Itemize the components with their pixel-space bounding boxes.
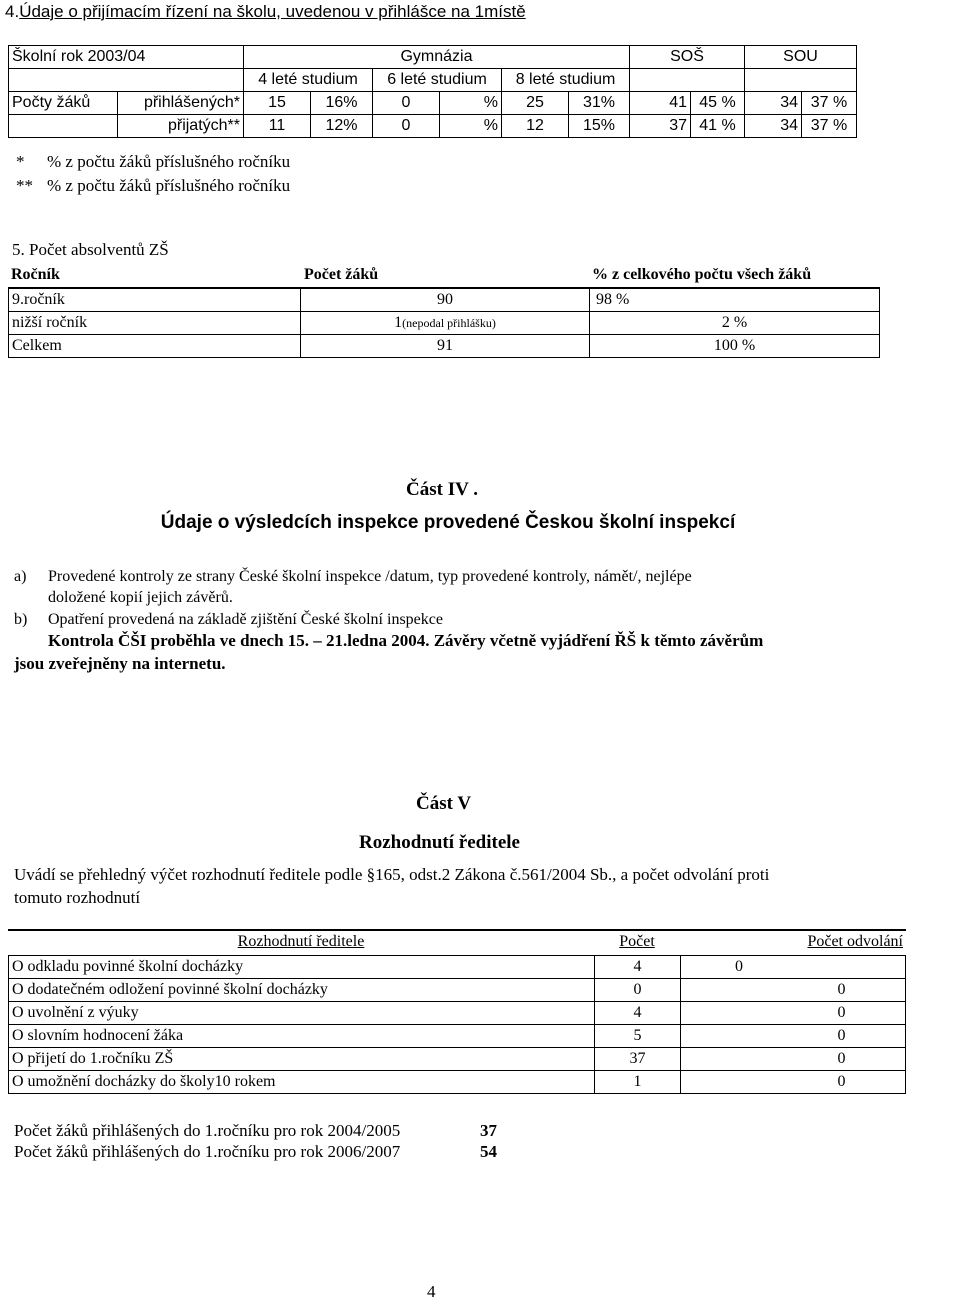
footnote-2-text: % z počtu žáků příslušného ročníku (47, 176, 291, 195)
count-label-cell (8, 91, 118, 115)
graduates-row-9 (8, 288, 301, 312)
part5-intro-line2: tomuto rozhodnutí (14, 888, 141, 907)
graduates-row-lower-count-text: 1 (394, 314, 403, 331)
footnote-2-mark: ** (16, 176, 33, 195)
decision-row-3-label: O uvolnění z výuky (12, 1004, 139, 1021)
accepted-8-pct-text: 15% (582, 117, 616, 134)
graduates-header-grade (8, 264, 301, 288)
accepted-4-pct (310, 114, 373, 138)
decision-row-3-count (594, 1001, 681, 1025)
applied-8-pct-text: 31% (582, 94, 616, 111)
accepted-sou-pct (801, 114, 857, 138)
graduates-row-lower-label: nižší ročník (12, 314, 88, 331)
applied-sos-value-text: 41 (669, 94, 687, 111)
accepted-6-value-text: 0 (401, 117, 411, 134)
section4-heading-number: 4. (5, 2, 20, 21)
graduates-header-grade-text: Ročník (11, 266, 60, 283)
accepted-6-pct-text: % (483, 117, 498, 134)
applied-6-pct (439, 91, 502, 115)
decision-row-1-count-text: 4 (633, 958, 642, 975)
accepted-4-pct-text: 12% (325, 117, 358, 134)
accepted-sos-value-text: 37 (669, 117, 687, 134)
applied-sou-pct-text: 37 % (810, 94, 848, 111)
subheader-sou-empty (744, 68, 857, 92)
decisions-header-appeals-text: Počet odvolání (807, 933, 903, 950)
row-applied-text: přihlášených* (143, 94, 240, 111)
decision-row-1-count (594, 955, 681, 979)
admissions-sou-header (744, 45, 857, 69)
applied-8-pct (568, 91, 630, 115)
summary-line-1-value: 37 (480, 1121, 497, 1140)
graduates-row-9-pct-text: 98 % (596, 291, 630, 308)
part4-inspection-dates: Kontrola ČŠI proběhla ve dnech 15. – 21.ledna 2004 (48, 631, 426, 650)
part5-title: Část V (416, 793, 472, 814)
graduates-row-9-label: 9.ročník (12, 291, 65, 308)
graduates-row-total-label: Celkem (12, 337, 62, 354)
part4-inspection-published: jsou zveřejněny na internetu. (14, 654, 226, 673)
decision-row-1-appeals (680, 955, 906, 979)
applied-4-pct-text: 16% (325, 94, 358, 111)
graduates-header-percent (589, 264, 879, 288)
part4-item-a-line1: Provedené kontroly ze strany České školní inspekce /datum, typ provedené kontroly, námět/, nejlépe (48, 568, 692, 585)
graduates-row-total-count (300, 334, 590, 358)
decisions-header-count (594, 931, 680, 955)
section5-heading: 5. Počet absolventů ZŠ (12, 240, 169, 259)
admissions-gymnazia-header (243, 45, 630, 69)
admissions-year-label: Školní rok 2003/04 (12, 48, 146, 65)
decision-row-3-appeals-text: 0 (837, 1004, 846, 1021)
admissions-year-cell (8, 45, 244, 69)
applied-8-value (501, 91, 569, 115)
graduates-row-lower-pct-text: 2 % (721, 314, 748, 331)
applied-sou-value (744, 91, 802, 115)
decisions-header-decision (8, 931, 594, 955)
decision-row-3-appeals (680, 1001, 906, 1025)
decision-row-4 (8, 1024, 595, 1048)
part5-subtitle: Rozhodnutí ředitele (359, 832, 520, 853)
row-accepted-text: přijatých** (167, 117, 240, 134)
summary-line-1 (14, 1121, 497, 1141)
decision-row-2-appeals (680, 978, 906, 1002)
decisions-header-appeals (680, 931, 906, 955)
accepted-sou-pct-text: 37 % (810, 117, 848, 134)
admissions-empty-cell (8, 68, 244, 92)
decision-row-5-count-text: 37 (629, 1050, 646, 1067)
section4-heading-text: Údaje o přijímacím řízení na školu, uvedenou v přihlášce na 1místě (19, 2, 526, 21)
count-label-cell-2 (8, 114, 118, 138)
applied-4-value (243, 91, 311, 115)
sou-label: SOU (783, 48, 818, 65)
decision-row-2-label: O dodatečném odložení povinné školní docházky (12, 981, 328, 998)
footnote-2 (16, 176, 290, 196)
decision-row-4-appeals-text: 0 (837, 1027, 846, 1044)
part4-item-b-line1: Opatření provedená na základě zjištění České školní inspekce (48, 611, 443, 628)
decision-row-6-count-text: 1 (633, 1073, 642, 1090)
decision-row-6 (8, 1070, 595, 1094)
accepted-sos-pct (690, 114, 745, 138)
applied-sos-pct-text: 45 % (699, 94, 736, 111)
subheader-8-year-label: 8 leté studium (515, 71, 616, 88)
accepted-8-pct (568, 114, 630, 138)
decision-row-4-appeals (680, 1024, 906, 1048)
decision-row-2-count-text: 0 (633, 981, 642, 998)
summary-line-2 (14, 1142, 497, 1162)
graduates-header-count (301, 264, 589, 288)
footnote-1 (16, 152, 290, 172)
graduates-row-lower-pct (589, 311, 880, 335)
page-number: 4 (427, 1282, 436, 1301)
accepted-sos-pct-text: 41 % (699, 117, 736, 134)
gymnazia-label: Gymnázia (400, 48, 473, 65)
part4-item-b-mark: b) (14, 611, 28, 628)
applied-4-value-text: 15 (268, 94, 286, 111)
subheader-sos-empty (629, 68, 745, 92)
accepted-sou-value-text: 34 (780, 117, 798, 134)
decision-row-1 (8, 955, 595, 979)
applied-6-value (372, 91, 440, 115)
decision-row-6-appeals (680, 1070, 906, 1094)
part4-title: Část IV . (406, 479, 478, 500)
accepted-4-value-text: 11 (268, 117, 286, 134)
graduates-row-total-count-text: 91 (437, 337, 453, 354)
decision-row-5-appeals (680, 1047, 906, 1071)
graduates-row-total-pct (589, 334, 880, 358)
applied-sou-pct (801, 91, 857, 115)
graduates-row-lower-note: (nepodal přihlášku) (402, 316, 496, 330)
accepted-sos-value (629, 114, 691, 138)
accepted-8-value (501, 114, 569, 138)
decision-row-5-count (594, 1047, 681, 1071)
graduates-row-lower (8, 311, 301, 335)
decision-row-5-label: O přijetí do 1.ročníku ZŠ (12, 1050, 174, 1067)
decision-row-3-count-text: 4 (633, 1004, 642, 1021)
decision-row-3 (8, 1001, 595, 1025)
graduates-row-9-count-text: 90 (437, 291, 453, 308)
accepted-sou-value (744, 114, 802, 138)
part5-intro (14, 863, 769, 909)
row-applied-label (117, 91, 244, 115)
accepted-4-value (243, 114, 311, 138)
part4-item-a-line2: doložené kopií jejich závěrů. (48, 589, 233, 606)
graduates-row-9-pct (589, 288, 880, 312)
decision-row-4-count (594, 1024, 681, 1048)
decision-row-2-count (594, 978, 681, 1002)
decision-row-6-count (594, 1070, 681, 1094)
decision-row-5-appeals-text: 0 (837, 1050, 846, 1067)
decision-row-2-appeals-text: 0 (837, 981, 846, 998)
admissions-sos-header (629, 45, 745, 69)
applied-sos-value (629, 91, 691, 115)
decision-row-1-label: O odkladu povinné školní docházky (12, 958, 244, 975)
subheader-8-year (501, 68, 630, 92)
graduates-row-lower-count (300, 311, 590, 335)
decision-row-6-appeals-text: 0 (837, 1073, 846, 1090)
applied-sos-pct (690, 91, 745, 115)
part4-item-a (14, 566, 692, 608)
footnote-1-mark: * (16, 152, 25, 171)
applied-6-pct-text: % (483, 94, 498, 111)
footnote-1-text: % z počtu žáků příslušného ročníku (47, 152, 291, 171)
decision-row-4-count-text: 5 (633, 1027, 642, 1044)
graduates-header-count-text: Počet žáků (304, 266, 379, 283)
part4-inspection-conclusion: . Závěry včetně vyjádření ŘŠ k těmto závěrům (425, 631, 764, 650)
part4-subtitle: Údaje o výsledcích inspekce provedené Českou školní inspekcí (160, 512, 736, 533)
accepted-6-pct (439, 114, 502, 138)
graduates-header-percent-text: % z celkového počtu všech žáků (592, 266, 812, 283)
summary-line-1-label: Počet žáků přihlášených do 1.ročníku pro rok 2004/2005 (14, 1121, 401, 1140)
decision-row-2 (8, 978, 595, 1002)
summary-line-2-label: Počet žáků přihlášených do 1.ročníku pro rok 2006/2007 (14, 1142, 401, 1161)
decision-row-4-label: O slovním hodnocení žáka (12, 1027, 184, 1044)
decision-row-5 (8, 1047, 595, 1071)
summary-line-2-value: 54 (480, 1142, 497, 1161)
subheader-4-year (243, 68, 373, 92)
row-accepted-label (117, 114, 244, 138)
decision-row-1-appeals-text: 0 (735, 958, 743, 975)
accepted-6-value (372, 114, 440, 138)
graduates-row-total-pct-text: 100 % (713, 337, 756, 354)
subheader-4-year-label: 4 leté studium (258, 71, 358, 88)
subheader-6-year-label: 6 leté studium (387, 71, 487, 88)
part4-item-a-mark: a) (14, 568, 27, 585)
graduates-row-9-count (300, 288, 590, 312)
applied-6-value-text: 0 (401, 94, 411, 111)
applied-sou-value-text: 34 (780, 94, 798, 111)
decision-row-6-label: O umožnění docházky do školy10 rokem (12, 1073, 276, 1090)
applied-4-pct (310, 91, 373, 115)
section4-heading (5, 2, 526, 22)
decisions-header-decision-text: Rozhodnutí ředitele (237, 933, 365, 950)
part4-inspection-note (48, 631, 763, 651)
part5-intro-line1: Uvádí se přehledný výčet rozhodnutí ředitele podle §165, odst.2 Zákona č.561/2004 Sb., a počet odvolání proti (14, 865, 770, 884)
graduates-row-total (8, 334, 301, 358)
part4-item-b (14, 609, 443, 630)
sos-label: SOŠ (670, 48, 704, 65)
accepted-8-value-text: 12 (526, 117, 544, 134)
applied-8-value-text: 25 (526, 94, 544, 111)
subheader-6-year (372, 68, 502, 92)
count-label: Počty žáků (12, 94, 91, 111)
decisions-header-count-text: Počet (619, 933, 655, 950)
